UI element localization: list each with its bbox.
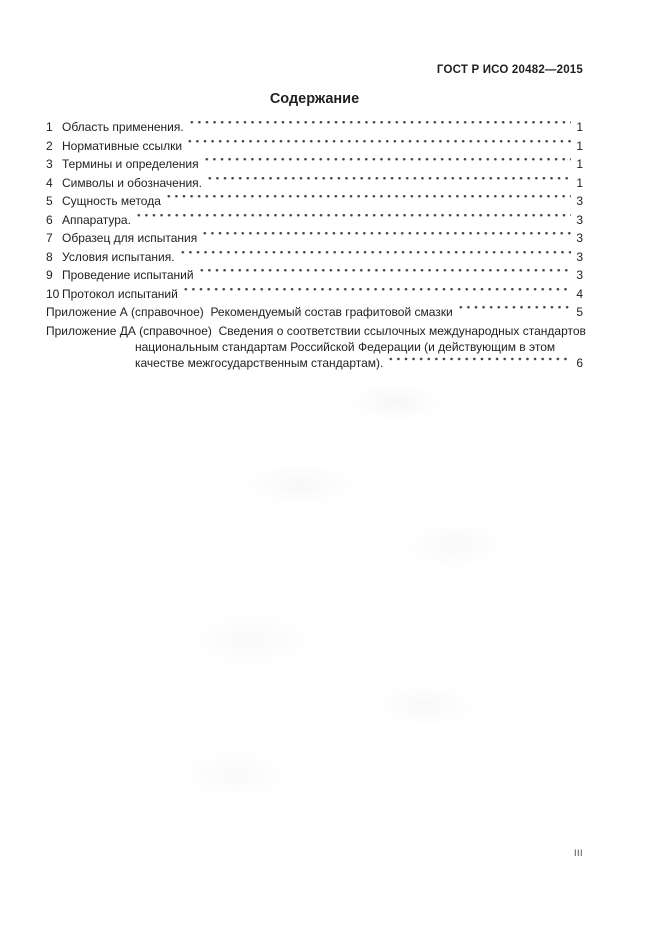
toc-entry (46, 118, 583, 137)
toc-entry-number: 9 (46, 268, 53, 282)
toc-entry-page: 1 (576, 175, 583, 190)
toc-entry-label: Протокол испытаний (62, 286, 178, 301)
toc-entry (46, 155, 583, 174)
dot-leader (182, 285, 571, 304)
toc-entry-page: 4 (576, 286, 583, 301)
toc-entry-label: Приложение А (справочное) Рекомендуемый состав графитовой смазки (46, 305, 453, 319)
toc-title: Содержание (269, 91, 360, 107)
dot-leader (135, 211, 571, 230)
dot-leader (179, 248, 571, 267)
dot-leader (201, 229, 571, 248)
toc-list (46, 118, 586, 371)
toc-appendix-da (46, 323, 586, 371)
dot-leader (188, 118, 571, 137)
toc-entry-label: национальным стандартам Российской Федерации (и действующим в этом (135, 339, 556, 354)
toc-entry (46, 285, 583, 304)
toc-entry-label: Приложение ДА (справочное) Сведения о соответствии ссылочных международных стандартов (46, 323, 586, 338)
toc-entry-number: 1 (46, 120, 53, 134)
toc-entry-page: 3 (576, 212, 583, 227)
toc-entry (46, 174, 583, 193)
toc-entry-label: Нормативные ссылки (62, 138, 183, 153)
toc-entry (46, 137, 583, 156)
toc-entry-page: 3 (576, 231, 583, 245)
toc-appendix-a (46, 303, 583, 322)
document-code: ГОСТ Р ИСО 20482—2015 (436, 64, 583, 76)
toc-entry-page: 1 (576, 120, 583, 134)
toc-entry-page: 3 (576, 194, 583, 208)
toc-entry-number: 4 (46, 175, 53, 190)
dot-leader (206, 174, 571, 193)
toc-entry-label: Символы и обозначения. (62, 175, 202, 190)
toc-entry-label: Образец для испытания (62, 231, 198, 245)
toc-entry-page: 1 (576, 157, 583, 171)
toc-entry-page: 1 (576, 138, 583, 153)
dot-leader (457, 303, 571, 322)
toc-entry-label: Проведение испытаний (62, 268, 194, 282)
dot-leader (387, 355, 571, 371)
dot-leader (186, 137, 571, 156)
toc-entry-page: 3 (576, 249, 583, 264)
toc-entry-label: Сущность метода (62, 194, 161, 208)
toc-entry (46, 229, 583, 248)
page-number: III (573, 848, 583, 858)
toc-entry-number: 7 (46, 231, 53, 245)
toc-entry (46, 266, 583, 285)
toc-appendix-da-line1 (46, 323, 586, 339)
toc-entry-label: Условия испытания. (62, 249, 175, 264)
toc-entry-label: Область применения. (62, 120, 184, 134)
toc-entry-label: Аппаратура. (62, 212, 131, 227)
toc-entry-page: 6 (576, 355, 583, 370)
toc-entry-page: 3 (576, 268, 583, 282)
toc-entry-number: 3 (46, 157, 53, 171)
toc-entry-number: 6 (46, 212, 53, 227)
toc-appendix-da-line3 (135, 355, 583, 371)
toc-entry-label: качестве межгосударственным стандартам). (135, 355, 384, 370)
dot-leader (198, 266, 571, 285)
dot-leader (165, 192, 571, 211)
toc-entry (46, 248, 583, 267)
toc-entry-page: 5 (576, 305, 583, 319)
toc-entry (46, 192, 583, 211)
toc-entry-number: 5 (46, 194, 53, 208)
toc-appendix-da-line2 (135, 339, 583, 355)
toc-entry-label: Термины и определения (62, 157, 199, 171)
dot-leader (203, 155, 571, 174)
toc-entry (46, 211, 583, 230)
toc-entry-number: 2 (46, 138, 53, 153)
toc-entry-number: 8 (46, 249, 53, 264)
toc-entry-number: 10 (46, 286, 60, 301)
